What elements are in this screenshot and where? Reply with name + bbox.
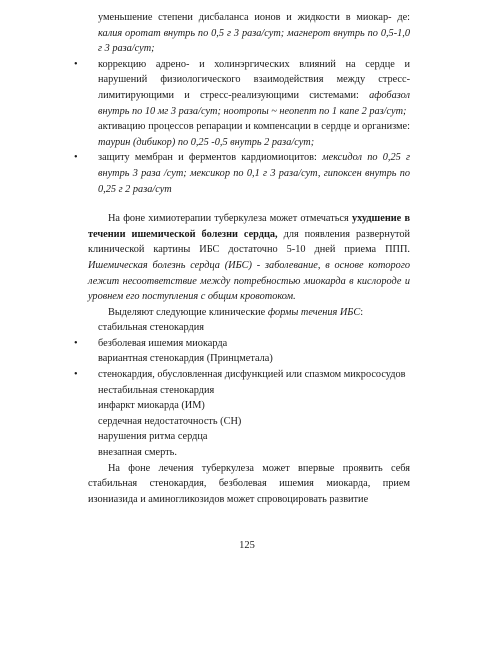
- drug-text: калия оротат внутрь по 0,5 г 3 раза/сут; магнерот: [98, 27, 331, 39]
- form-text: безболевая ишемия миокарда: [98, 337, 228, 349]
- page-number: 125: [239, 540, 255, 551]
- text: Выделяют следующие клинические: [108, 306, 268, 318]
- text: На фоне химиотерапии туберкулеза может отмечаться: [108, 213, 352, 225]
- forms-intro: [88, 305, 410, 321]
- form-item: сердечная недостаточность (СН): [98, 415, 242, 427]
- form-item: нестабильная стенокардия: [98, 384, 215, 396]
- italic-text: формы течения ИБС: [267, 306, 361, 318]
- bullet-icon: •: [74, 152, 78, 164]
- drug-text: афобазол внутрь по 10 мг 3 раза/сут; ноотропы ~ неопепт по 1 капе 2 раз/сут;: [98, 89, 410, 117]
- form-item: нарушения ритма сердца: [98, 431, 208, 443]
- page-body: [74, 10, 410, 507]
- bullet-text: коррекцию адрено- и холинэргических влияний на сердце и нарушений физиологического взаимодействия между стресс-лимитирующими и стресс-реализующими системами:: [98, 58, 410, 101]
- bullet-icon: •: [74, 337, 78, 349]
- definition-text: Ишемическая болезнь сердца (ИБС) - заболевание, в основе которого лежит несоответствие между потребностью миокарда в кислороде и уровнем его поступления с общим кровотоком.: [88, 259, 410, 303]
- text-line: уменьшение степени дисбаланса ионов и жидкости в миокар-: [98, 12, 392, 23]
- text-line: де:: [397, 12, 410, 23]
- form-item: [74, 336, 410, 352]
- treatment-paragraph: На фоне лечения туберкулеза может впервые проявить себя стабильная стенокардия, безболевая ишемия миокарда, прием изониазида и аминогликозидов может спровоцировать развитие: [88, 462, 410, 505]
- drug-text: мексидол по 0,25 г внутрь 3 раза /сут; мексикор по 0,1 г 3 раза/сут, гипоксен внутрь по 0,25 г 2 раза/сут: [98, 152, 410, 195]
- form-item: [74, 367, 410, 383]
- form-item: стабильная стенокардия: [98, 322, 204, 334]
- ihd-paragraph: [88, 211, 410, 305]
- text: :: [360, 306, 364, 318]
- ion-balance-text: [88, 10, 410, 57]
- drug-text: внутрь по 0,5-1,0 г 3 раза/сут;: [98, 27, 410, 55]
- text: активацию процессов репарации и компенсации в сердце и организме:: [98, 121, 410, 133]
- bold-text: ухудшение в течении ишемической болезни сердца,: [88, 213, 410, 240]
- form-text: стенокардия, обусловленная дисфункцией или спазмом микрососудов: [98, 369, 406, 381]
- repair-text: [88, 119, 410, 150]
- bullet-item-membrane: [74, 150, 410, 197]
- form-item: вариантная стенокардия (Принцметала): [98, 353, 273, 365]
- form-item: инфаркт миокарда (ИМ): [98, 400, 205, 412]
- drug-text: таурин (дибикор) по 0,25 -0,5 внутрь 2 раза/сут;: [98, 136, 315, 148]
- bullet-text: защиту мембран и ферментов кардиомиоцитов:: [98, 152, 323, 164]
- bullet-item-adreno: [74, 57, 410, 119]
- bullet-icon: •: [74, 58, 78, 70]
- text: для появления развернутой клинической картины ИБС достаточно 5-10 дней приема ППП.: [88, 228, 410, 256]
- bullet-icon: •: [74, 369, 78, 381]
- form-item: внезапная смерть.: [98, 447, 177, 459]
